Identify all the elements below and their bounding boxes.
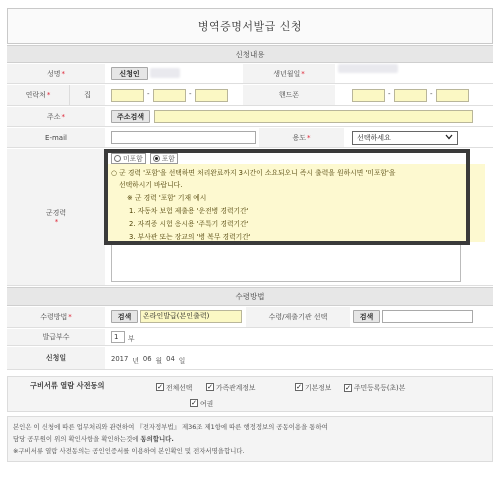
- copies-unit: 부: [128, 335, 135, 343]
- required-mark: *: [61, 112, 66, 121]
- consent-family-relation[interactable]: [206, 382, 255, 392]
- address-label: [7, 107, 105, 126]
- apply-month-unit: 월: [155, 357, 163, 365]
- notice-line: ○ 군 경력 '포함'을 선택하면 처리완료까지 3시간이 소요되오니 즉시 출력을 원하시면 '미포함'을: [111, 169, 396, 177]
- home-phone-1[interactable]: [111, 89, 144, 102]
- highlight-box: [104, 149, 470, 245]
- required-mark: *: [46, 91, 51, 99]
- home-phone-2[interactable]: [153, 89, 186, 102]
- copies-input[interactable]: 1: [111, 331, 125, 343]
- required-mark: *: [301, 69, 305, 78]
- notice-line: 3. 부사관 또는 장교의 '병 복무 경력기간': [129, 233, 251, 241]
- required-mark: *: [54, 218, 59, 226]
- consent-label: 구비서류 열람 사전동의: [30, 381, 105, 390]
- checkbox-icon: ✓: [345, 383, 351, 392]
- military-career-label-text: 군경력: [45, 209, 67, 217]
- footer-notice: [7, 416, 493, 462]
- radio-exclude-label: 미포함: [123, 155, 143, 163]
- section-receive-method: 수령방법: [7, 287, 493, 306]
- consent-family-relation-label: 가족관계정보: [216, 384, 256, 392]
- consent-passport[interactable]: [190, 398, 213, 408]
- contact-label-text: 연락처: [25, 91, 46, 99]
- apply-year: 2017: [111, 355, 129, 363]
- checkbox-icon: ✓: [191, 398, 197, 407]
- name-label: [7, 64, 105, 83]
- address-search-button[interactable]: 주소검색: [111, 110, 150, 123]
- apply-date-label: 신청일: [7, 347, 105, 369]
- required-mark: *: [307, 133, 311, 142]
- dash: -: [189, 90, 192, 98]
- required-mark: *: [61, 69, 66, 78]
- consent-passport-label: 여권: [200, 400, 214, 408]
- apply-month: 06: [142, 355, 152, 363]
- name-label-text: 성명: [46, 69, 61, 78]
- checkbox-icon: ✓: [296, 382, 302, 391]
- consent-basic-info[interactable]: [295, 382, 331, 392]
- apply-date-value: [111, 355, 185, 365]
- address-label-text: 주소: [46, 112, 61, 121]
- footer-line-2-text: 담당 공무원이 위의 확인사항을 확인하는것에: [13, 435, 141, 443]
- notice-line: ※ 군 경력 '포함' 기재 예시: [127, 194, 207, 202]
- footer-line-3: ※구비서류 열람 사전동의는 공인인증서를 이용하여 본인확인 및 전자서명을합니다.: [13, 447, 245, 455]
- consent-select-all[interactable]: [156, 382, 192, 392]
- military-career-label: [7, 149, 105, 285]
- agency-search-button[interactable]: 검색: [353, 310, 380, 323]
- contact-label: [7, 85, 69, 105]
- purpose-select-value: 선택하세요: [357, 134, 391, 142]
- apply-year-unit: 년: [132, 357, 139, 365]
- applicant-name-button[interactable]: 신청인: [111, 67, 148, 80]
- radio-include-label: 포함: [161, 155, 175, 163]
- home-label: 집: [69, 85, 105, 105]
- agency-input[interactable]: [382, 310, 473, 323]
- name-redacted: [150, 68, 180, 78]
- receive-method-input[interactable]: 온라인발급(본인출력): [140, 310, 242, 323]
- military-career-textarea[interactable]: [111, 244, 461, 282]
- copies-label: 발급부수: [7, 329, 105, 345]
- mobile-phone-1[interactable]: [352, 89, 385, 102]
- purpose-select[interactable]: [352, 131, 458, 145]
- purpose-label: [259, 128, 344, 147]
- email-input[interactable]: [111, 131, 256, 144]
- section-apply-info: 신청내용: [7, 45, 493, 63]
- email-label: E-mail: [7, 128, 105, 147]
- consent-basic-info-label: 기본정보: [305, 384, 332, 392]
- footer-line-2: [13, 433, 487, 445]
- apply-day-unit: 일: [178, 357, 186, 365]
- dash: -: [388, 90, 391, 98]
- dash: -: [430, 90, 433, 98]
- footer-agree-text: 동의합니다.: [140, 435, 174, 443]
- page-title: 병역증명서발급 신청: [7, 8, 493, 44]
- footer-line-1: 본인은 이 신청에 따른 업무처리와 관련하여 『전자정부법』 제36조 제1항에 따른 행정정보의 공동이용을 통하여: [13, 423, 328, 431]
- required-mark: *: [68, 313, 72, 321]
- apply-day: 04: [166, 355, 175, 363]
- address-input[interactable]: [154, 110, 473, 123]
- birth-label: [243, 64, 335, 83]
- consent-select-all-label: 전체선택: [166, 384, 193, 392]
- mobile-label: 핸드폰: [243, 85, 335, 105]
- agency-label: 수령/제출기관 선택: [246, 307, 350, 327]
- chevron-down-icon: [445, 134, 453, 142]
- receive-method-label: [7, 307, 105, 327]
- checkbox-icon: ✓: [207, 382, 213, 391]
- dash: -: [147, 90, 150, 98]
- consent-resident-register-label: 주민등록등(초)본: [354, 384, 406, 392]
- receive-method-label-text: 수령방법: [40, 313, 68, 321]
- home-phone-3[interactable]: [195, 89, 228, 102]
- mobile-phone-3[interactable]: [436, 89, 469, 102]
- birth-redacted: [338, 64, 398, 73]
- checkbox-icon: ✓: [157, 382, 163, 391]
- mobile-phone-2[interactable]: [394, 89, 427, 102]
- birth-label-text: 생년월일: [273, 69, 301, 78]
- notice-line: 2. 자격증 시험 응시용 '주특기 경력기간': [129, 220, 249, 228]
- purpose-label-text: 용도: [292, 133, 307, 142]
- notice-line: 1. 자동차 보험 제출용 '운전병 경력기간': [129, 207, 249, 215]
- notice-line: 선택하시기 바랍니다.: [119, 181, 183, 189]
- consent-resident-register[interactable]: [344, 382, 406, 394]
- receive-method-search-button[interactable]: 검색: [111, 310, 138, 323]
